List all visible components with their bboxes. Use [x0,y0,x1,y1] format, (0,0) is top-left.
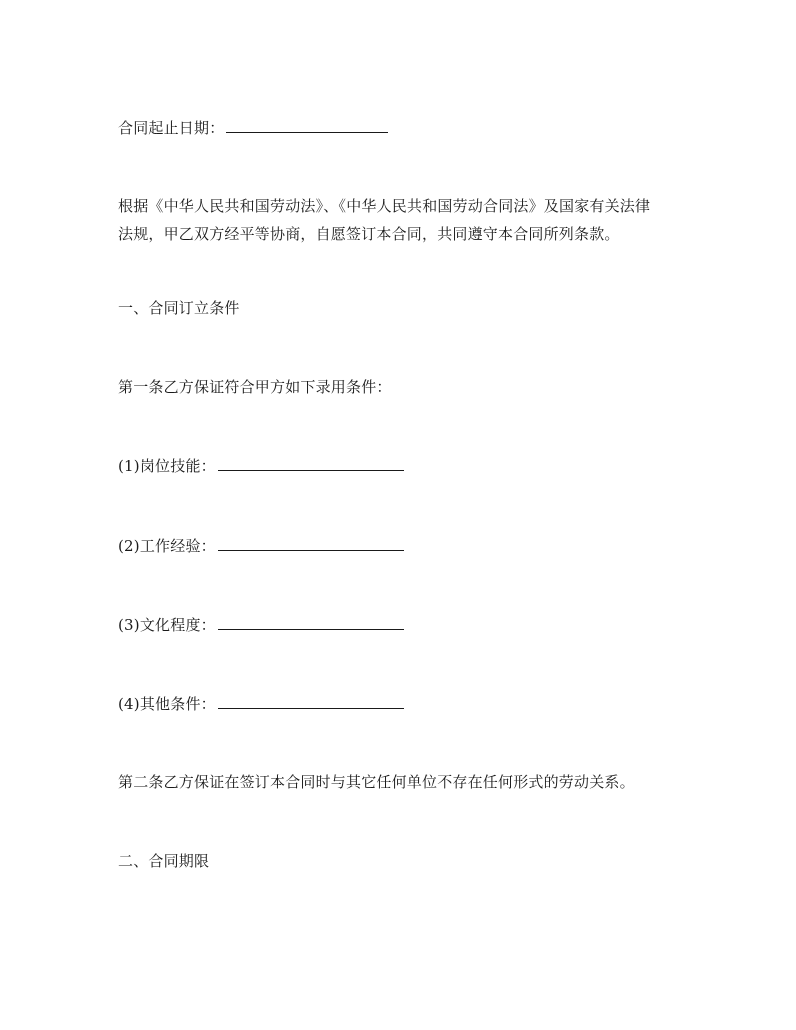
contract-dates-label: 合同起止日期： [118,119,225,137]
condition-blank[interactable] [218,696,404,709]
condition-work-experience [118,536,404,556]
contract-dates-line [118,118,388,138]
article-1-text: 第一条乙方保证符合甲方如下录用条件： [118,378,392,396]
condition-job-skills [118,456,404,476]
condition-label: (3)文化程度： [118,616,216,634]
preamble-line-2: 法规，甲乙双方经平等协商，自愿签订本合同，共同遵守本合同所列条款。 [118,225,620,243]
condition-blank[interactable] [218,458,404,471]
condition-label: (2)工作经验： [118,537,216,555]
section-1-heading: 一、合同订立条件 [118,299,240,317]
condition-blank[interactable] [218,538,404,551]
condition-other [118,694,404,714]
condition-label: (4)其他条件： [118,695,216,713]
preamble-line-1: 根据《中华人民共和国劳动法》、《中华人民共和国劳动合同法》及国家有关法律 [118,197,651,215]
article-2-text: 第二条乙方保证在签订本合同时与其它任何单位不存在任何形式的劳动关系。 [118,773,635,791]
section-2-heading: 二、合同期限 [118,852,210,870]
condition-blank[interactable] [218,617,404,630]
contract-dates-blank[interactable] [226,120,388,133]
condition-label: (1)岗位技能： [118,457,216,475]
condition-education-level [118,615,404,635]
